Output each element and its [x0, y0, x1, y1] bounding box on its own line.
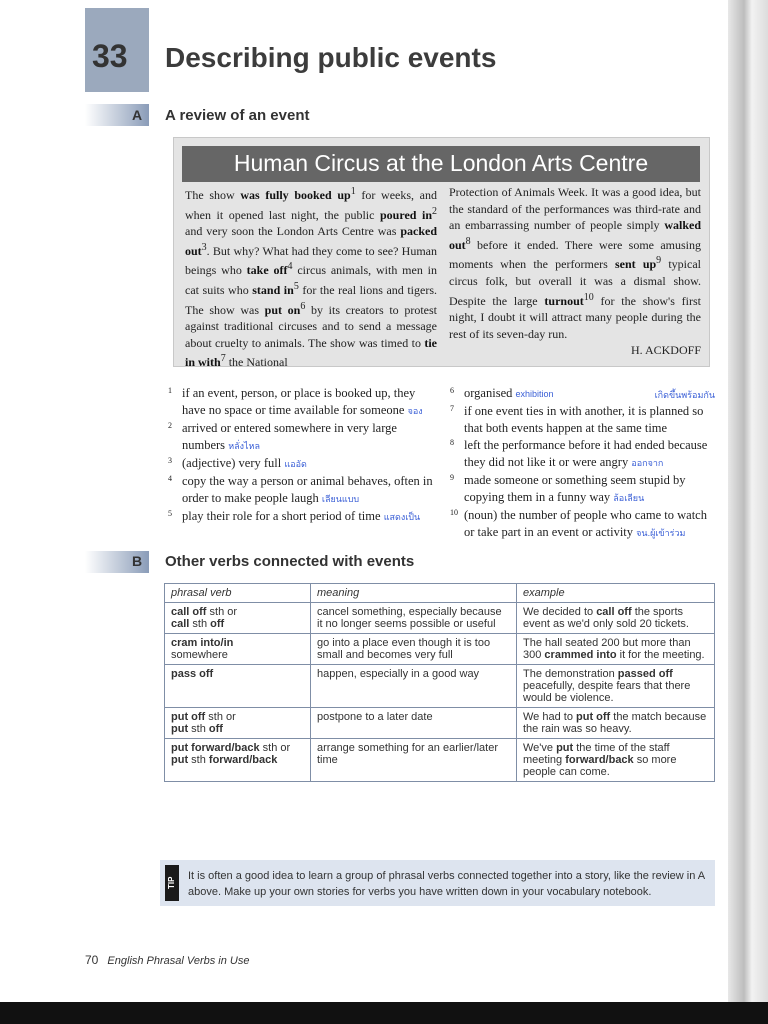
section-a-letter: A	[132, 107, 143, 123]
tip-box	[160, 860, 715, 906]
meaning-cell: go into a place even though it is too small and becomes very full	[311, 634, 517, 665]
unit-number: 33	[92, 38, 128, 74]
article-column-1: The show was fully booked $up^1$ for weeks, and when it opened last night, the public poured $in^2$ and very soon the London Arts Centre was packed out$^3$. But why? What had they come to see? Human beings who take off$^4$ circus animals, with men in cat suits who stand $in^5$ for the real lions and tigers. The show was put $on^6$ by its creators to protest against traditional circuses and to send a message about cruelty to animals. The show was timed to tie in with$^7$ the National	[185, 186, 438, 370]
meaning-cell: cancel something, especially because it no longer seems possible or useful	[311, 603, 517, 634]
tip-text: It is often a good idea to learn a group of phrasal verbs connected together into a story, like the review in A above. Make up your own stories for verbs you have written down in your vocabulary notebook.	[188, 870, 705, 898]
handwritten-note: ออกจาก	[631, 458, 664, 468]
verb-cell: put off sth or put sth off	[165, 708, 311, 739]
definition-text: (noun) the number of people who came to watch or take part in an event or activity	[464, 508, 707, 539]
verb-cell: put forward/back sth or put sth forward/back	[165, 739, 311, 782]
definition-number: 2	[168, 421, 172, 430]
tip-label: TIP	[165, 865, 179, 901]
definition-text: arrived or entered somewhere in very large numbers	[182, 421, 397, 452]
scan-border	[0, 1002, 768, 1024]
article-column-2-text: Protection of Animals Week. It was a good idea, but the standard of the performances was third-rate and an embarrassing number of people simply walked out$^8$ before it ended. There were some amusing moments when the performers sent $up^9$ typical circus folk, but overall it was a dismal show. Despite the large turnout$^{10}$ for the show's first night, I doubt it will attract many people during the rest of its seven-day run.	[449, 185, 701, 341]
definition-9	[450, 472, 715, 507]
header-meaning: meaning	[311, 584, 517, 603]
definition-number: 1	[168, 386, 172, 395]
definition-5	[168, 508, 436, 526]
verb-cell: call off sth or call sth off	[165, 603, 311, 634]
table-row	[165, 739, 715, 782]
section-b-heading: Other verbs connected with events	[165, 553, 415, 570]
definition-text: if an event, person, or place is booked up, they have no space or time available for someone	[182, 386, 416, 417]
headline-bar	[182, 146, 700, 182]
definition-1	[168, 385, 436, 420]
definition-number: 5	[168, 509, 172, 518]
handwritten-note: แสดงเป็น	[383, 512, 421, 522]
article-author: H. ACKDOFF	[630, 343, 701, 358]
definition-text: (adjective) very full	[182, 456, 282, 470]
definition-number: 7	[450, 404, 454, 413]
meaning-cell: happen, especially in a good way	[311, 665, 517, 708]
definition-3	[168, 455, 436, 473]
page-number: 70	[85, 953, 99, 967]
definition-4	[168, 473, 436, 508]
definition-text: organised	[464, 386, 513, 400]
handwritten-note: จอง	[407, 406, 423, 416]
handwritten-note: เลียนแบบ	[321, 494, 360, 504]
handwritten-note: exhibition	[515, 389, 554, 399]
section-b-letter: B	[132, 553, 143, 569]
handwritten-note-2: เกิดขึ้นพร้อมกัน	[654, 390, 715, 400]
definitions-left	[168, 385, 436, 526]
verb-cell: cram into/in somewhere	[165, 634, 311, 665]
definition-text: made someone or something seem stupid by copying them in a funny way	[464, 473, 686, 504]
article-headline: Human Circus at the London Arts Centre	[233, 150, 649, 176]
header-phrasal-verb: phrasal verb	[165, 584, 311, 603]
meaning-cell: arrange something for an earlier/later time	[311, 739, 517, 782]
handwritten-note: หลั่งไหล	[228, 441, 261, 451]
definitions-right	[450, 385, 715, 542]
definition-number: 8	[450, 438, 454, 447]
definition-number: 9	[450, 473, 454, 482]
section-a-heading: A review of an event	[165, 107, 310, 124]
page-edge	[728, 0, 768, 1024]
verb-cell: pass off	[165, 665, 311, 708]
definition-6	[450, 385, 715, 403]
handwritten-note: แออัด	[284, 459, 307, 469]
phrasal-verbs-table	[164, 583, 715, 782]
handwritten-note: ล้อเลียน	[613, 493, 645, 503]
table-row	[165, 708, 715, 739]
definition-2	[168, 420, 436, 455]
definition-text: if one event ties in with another, it is planned so that both events happen at the same time	[464, 404, 704, 435]
table-header-row	[165, 584, 715, 603]
table-row	[165, 665, 715, 708]
definition-text: play their role for a short period of time	[182, 509, 381, 523]
definition-text: left the performance before it had ended because they did not like it or were angry	[464, 438, 708, 469]
example-cell: We've put the time of the staff meeting forward/back so more people can come.	[517, 739, 715, 782]
example-cell: The demonstration passed off peacefully, despite fears that there would be violence.	[517, 665, 715, 708]
article-clipping	[173, 137, 710, 370]
definition-10	[450, 507, 715, 542]
definition-text: copy the way a person or animal behaves, often in order to make people laugh	[182, 474, 433, 505]
table-row	[165, 634, 715, 665]
definition-number: 3	[168, 456, 172, 465]
definition-number: 4	[168, 474, 172, 483]
definition-number: 10	[450, 508, 458, 517]
definition-number: 6	[450, 386, 454, 395]
header-example: example	[517, 584, 715, 603]
meaning-cell: postpone to a later date	[311, 708, 517, 739]
page-footer	[85, 953, 249, 967]
example-cell: The hall seated 200 but more than 300 crammed into it for the meeting.	[517, 634, 715, 665]
book-title: English Phrasal Verbs in Use	[107, 955, 250, 967]
handwritten-note: จน.ผู้เข้าร่วม	[636, 528, 686, 538]
table-row	[165, 603, 715, 634]
article-column-2	[449, 184, 701, 359]
definition-8	[450, 437, 715, 472]
example-cell: We had to put off the match because the rain was so heavy.	[517, 708, 715, 739]
example-cell: We decided to call off the sports event as we'd only sold 20 tickets.	[517, 603, 715, 634]
definition-7	[450, 403, 715, 437]
unit-title: Describing public events	[165, 42, 497, 73]
